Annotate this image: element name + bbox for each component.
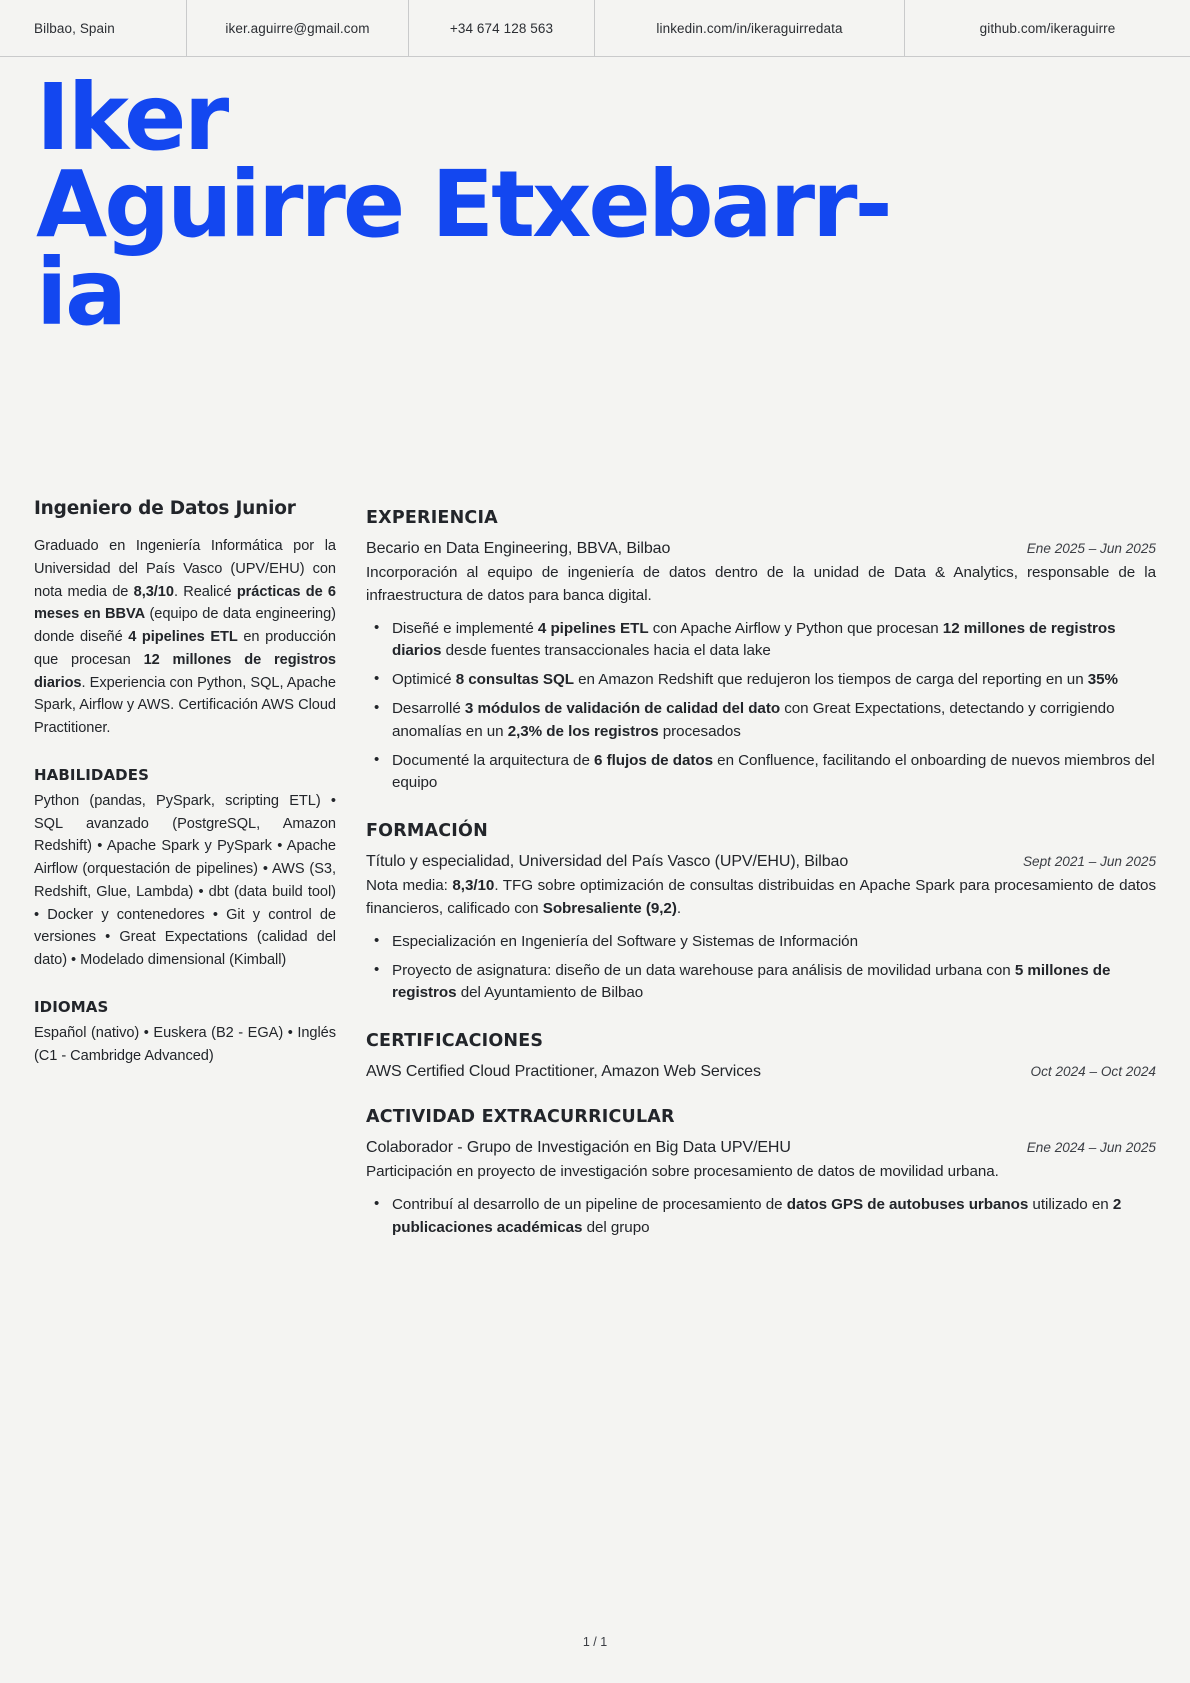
entry-bullets [366, 1194, 1156, 1240]
bullet-item: • Documenté la arquitectura de 6 flujos de datos en Confluence, facilitando el onboarding de nuevos miembros del equipo [392, 750, 1156, 796]
bullet-item: • Optimicé 8 consultas SQL en Amazon Redshift que redujeron los tiempos de carga del reporting en un 35% [392, 669, 1156, 692]
contact-bar [0, 0, 1190, 57]
bullet-item: • Diseñé e implementé 4 pipelines ETL con Apache Airflow y Python que procesan 12 millones de registros diarios desde fuentes transaccionales hacia el data lake [392, 618, 1156, 664]
section-education [366, 821, 1156, 1005]
entry-description: Incorporación al equipo de ingeniería de datos dentro de la unidad de Data & Analytics, responsable de la infraestructura de datos para banca digital. [366, 564, 1156, 604]
summary-text: Graduado en Ingeniería Informática por la Universidad del País Vasco (UPV/EHU) con nota media de 8,3/10. Realicé prácticas de 6 meses en BBVA (equipo de data engineering) donde diseñé 4 pipelines ETL en producción que procesan 12 millones de registros diarios. Experiencia con Python, SQL, Apache Spark, Airflow y AWS. Certificación AWS Cloud Practitioner. [34, 538, 337, 737]
entry-title: Título y especialidad, Universidad del País Vasco (UPV/EHU), Bilbao [366, 853, 849, 871]
name-line-3: ia [36, 238, 125, 346]
entry-header [366, 1063, 1156, 1081]
entry-title: Becario en Data Engineering, BBVA, Bilbao [366, 540, 671, 557]
entry-header [366, 1139, 1156, 1157]
page-title [36, 64, 1156, 346]
extracurricular-entry [366, 1139, 1156, 1239]
entry-description: Nota media: 8,3/10. TFG sobre optimización de consultas distribuidas en Apache Spark para procesamiento de datos financieros, calificado con Sobresaliente (9,2). [366, 877, 1156, 917]
entry-bullets [366, 931, 1156, 1005]
languages-heading: IDIOMAS [34, 998, 109, 1017]
main-column [366, 508, 1156, 1240]
entry-title: Colaborador - Grupo de Investigación en Big Data UPV/EHU [366, 1139, 791, 1157]
entry-bullets [366, 618, 1156, 796]
education-heading: FORMACIÓN [366, 821, 488, 842]
entry-date: Sept 2021 – Jun 2025 [1022, 854, 1156, 870]
languages-text: Español (nativo) • Euskera (B2 - EGA) • Inglés (C1 - Cambridge Advanced) [34, 1025, 336, 1064]
experience-entry [366, 540, 1156, 795]
entry-description: Participación en proyecto de investigación sobre procesamiento de datos de movilidad urbana. [366, 1163, 999, 1181]
education-entry [366, 853, 1156, 1005]
bullet-item: • Desarrollé 3 módulos de validación de calidad del dato con Great Expectations, detectando y corrigiendo anomalías en un 2,3% de los registros procesados [392, 698, 1156, 744]
certifications-heading: CERTIFICACIONES [366, 1031, 544, 1052]
contact-phone: +34 674 128 563 [408, 0, 594, 56]
bullet-item: • Especialización en Ingeniería del Software y Sistemas de Información [392, 931, 1156, 954]
section-certifications [366, 1031, 1156, 1081]
contact-location: Bilbao, Spain [34, 20, 115, 36]
section-experience [366, 508, 1156, 795]
bullet-item: • Proyecto de asignatura: diseño de un data warehouse para análisis de movilidad urbana con 5 millones de registros del Ayuntamiento de Bilbao [392, 960, 1156, 1006]
entry-date: Ene 2025 – Jun 2025 [1026, 541, 1156, 556]
entry-date: Oct 2024 – Oct 2024 [1030, 1064, 1156, 1080]
contact-github[interactable]: github.com/ikeraguirre [904, 0, 1190, 56]
certification-entry [366, 1063, 1156, 1081]
page-indicator: 1 / 1 [582, 1635, 608, 1649]
name-line-1: Iker [36, 64, 227, 171]
contact-email[interactable]: iker.aguirre@gmail.com [186, 0, 408, 56]
bullet-item: • Contribuí al desarrollo de un pipeline de procesamiento de datos GPS de autobuses urbanos utilizado en 2 publicaciones académicas del grupo [392, 1194, 1156, 1240]
sidebar-column [34, 498, 336, 1068]
entry-header [366, 540, 1156, 558]
experience-heading: EXPERIENCIA [366, 508, 498, 528]
section-extracurricular [366, 1107, 1156, 1239]
entry-header [366, 853, 1156, 871]
name-line-2: Aguirre Etxebarr- [36, 151, 890, 259]
job-title: Ingeniero de Datos Junior [34, 498, 296, 519]
entry-title: AWS Certified Cloud Practitioner, Amazon Web Services [366, 1063, 761, 1081]
extracurricular-heading: ACTIVIDAD EXTRACURRICULAR [366, 1107, 675, 1128]
entry-date: Ene 2024 – Jun 2025 [1026, 1140, 1156, 1156]
skills-heading: HABILIDADES [34, 765, 149, 784]
contact-linkedin[interactable]: linkedin.com/in/ikeraguirredata [594, 0, 904, 56]
skills-text: Python (pandas, PySpark, scripting ETL) • SQL avanzado (PostgreSQL, Amazon Redshift) • Apache Spark y PySpark • Apache Airflow (orquestación de pipelines) • AWS (S3, Redshift, Glue, Lambda) • dbt (data build tool) • Docker y contenedores • Git y control de versiones • Great Expectations (calidad del dato) • Modelado dimensional (Kimball) [34, 792, 336, 969]
